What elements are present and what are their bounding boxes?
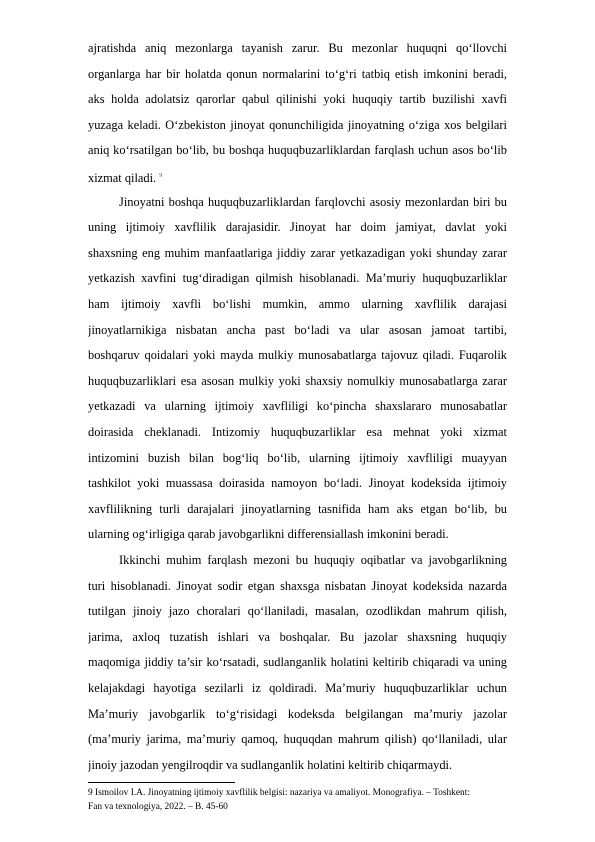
body-text-line — [88, 756, 507, 774]
body-text-line — [88, 500, 507, 518]
body-text-line — [88, 141, 507, 159]
body-text: tutilgan jinoiy jazo choralari qoʻllaniladi, masalan, ozodlikdan mahrum qilish, — [88, 604, 507, 619]
body-text: maqomiga jiddiy ta’sir koʻrsatadi, sudlanganlik holatini keltirib chiqaradi va uning — [88, 655, 507, 670]
body-text: jinoyatlarnikiga nisbatan ancha past boʻladi va ular asosan jamoat tartibi, — [88, 322, 507, 337]
body-text-line — [88, 295, 507, 313]
body-text: Jinoyatni boshqa huquqbuzarliklardan farqlovchi asosiy mezonlardan biri bu — [119, 194, 507, 209]
body-text: Ikkinchi muhim farqlash mezoni bu huquqiy oqibatlar va javobgarlikning — [119, 553, 507, 567]
body-text-line — [88, 321, 507, 339]
body-text: shaxsning eng muhim manfaatlariga jiddiy zarar yetkazadigan yoki shunday zarar — [88, 245, 507, 260]
body-text-line — [88, 372, 507, 390]
body-text-line — [88, 602, 507, 620]
body-text: yetkazadi va ularning ijtimoiy xavfliligi koʻpincha shaxslararo munosabatlar — [88, 399, 507, 414]
body-text: kelajakdagi hayotiga sezilarli iz qoldiradi. Ma’muriy huquqbuzarliklar uchun — [88, 681, 507, 695]
body-text: turi hisoblanadi. Jinoyat sodir etgan shaxsga nisbatan Jinoyat kodeksida nazarda — [88, 578, 507, 593]
body-text-line — [88, 525, 507, 543]
body-text-line — [88, 116, 507, 134]
body-text-line — [88, 474, 507, 492]
footnote-reference[interactable]: 9 — [159, 173, 163, 179]
body-text: doirasida cheklanadi. Intizomiy huquqbuzarliklar esa mehnat yoki xizmat — [88, 425, 507, 439]
body-text: yetkazish xavfini tugʻdiradigan qilmish hisoblanadi. Ma’muriy huquqbuzarliklar — [88, 271, 507, 286]
body-text: organlarga har bir holatda qonun normalarini toʻgʻri tatbiq etish imkonini beradi, — [88, 66, 507, 81]
body-text-line — [88, 269, 507, 287]
body-text-line — [88, 244, 507, 262]
body-text-line — [88, 65, 507, 83]
body-text: jinoiy jazodan yengilroqdir va sudlanganlik holatini keltirib chiqarmaydi. — [88, 757, 453, 772]
body-text: huquqbuzarliklari esa asosan mulkiy yoki shaxsiy nomulkiy munosabatlarga zarar — [88, 373, 507, 388]
footnote-text: Fan va texnologiya, 2022. – B. 45-60 — [88, 802, 228, 812]
body-text: xizmat qiladi. — [88, 171, 157, 185]
footnote-text: 9 Ismoilov I.A. Jinoyatning ijtimoiy xavflilik belgisi: nazariya va amaliyot. Monografiya. – Toshkent: — [88, 788, 470, 798]
footnote-separator — [88, 782, 235, 783]
body-text: yuzaga keladi. Oʻzbekiston jinoyat qonunchiligida jinoyatning oʻziga xos belgilari — [88, 117, 507, 132]
body-text-line — [88, 730, 507, 748]
body-text-line — [88, 628, 507, 646]
body-text: ham ijtimoiy xavfli boʻlishi mumkin, ammo ularning xavflilik darajasi — [88, 297, 507, 311]
body-text: tashkilot yoki muassasa doirasida namoyon boʻladi. Jinoyat kodeksida ijtimoiy — [88, 476, 507, 491]
body-text-line — [88, 397, 507, 415]
body-text-line — [88, 90, 507, 108]
body-text: (ma’muriy jarima, ma’muriy qamoq, huquqdan mahrum qilish) qoʻllaniladi, ular — [88, 732, 507, 747]
body-text: Ma’muriy javobgarlik toʻgʻrisidagi kodeksda belgilangan ma’muriy jazolar — [88, 706, 507, 721]
body-text: intizomini buzish bilan bogʻliq boʻlib, ularning ijtimoiy xavfliligi muayyan — [88, 450, 507, 465]
body-text-line — [88, 423, 507, 441]
body-text: aks holda adolatsiz qarorlar qabul qilinishi yoki huquqiy tartib buzilishi xavfi — [88, 92, 507, 107]
body-text-line — [88, 346, 507, 364]
body-text-line — [88, 218, 507, 236]
body-text: ajratishda aniq mezonlarga tayanish zarur. Bu mezonlar huquqni qoʻllovchi — [88, 41, 507, 55]
body-text-line — [88, 679, 507, 697]
body-text-line — [88, 577, 507, 595]
body-text-line — [88, 39, 507, 57]
body-text-line — [119, 551, 507, 569]
body-text: ularning ogʻirligiga qarab javobgarlikni differensiallash imkonini beradi. — [88, 527, 449, 542]
body-text-line — [88, 705, 507, 723]
body-text: aniq koʻrsatilgan boʻlib, bu boshqa huquqbuzarliklardan farqlash uchun asos boʻlib — [88, 143, 507, 158]
body-text: boshqaruv qoidalari yoki mayda mulkiy munosabatlarga tajovuz qiladi. Fuqarolik — [88, 348, 507, 363]
body-text-line — [88, 449, 507, 467]
body-text: uning ijtimoiy xavflilik darajasidir. Jinoyat har doim jamiyat, davlat yoki — [88, 220, 507, 235]
body-text: jarima, axloq tuzatish ishlari va boshqalar. Bu jazolar shaxsning huquqiy — [88, 629, 507, 644]
body-text-line — [88, 653, 507, 671]
body-text-line — [88, 167, 507, 185]
body-text-line — [119, 193, 507, 211]
body-text: xavflilikning turli darajalari jinoyatlarning tasnifida ham aks etgan boʻlib, bu — [88, 501, 507, 516]
